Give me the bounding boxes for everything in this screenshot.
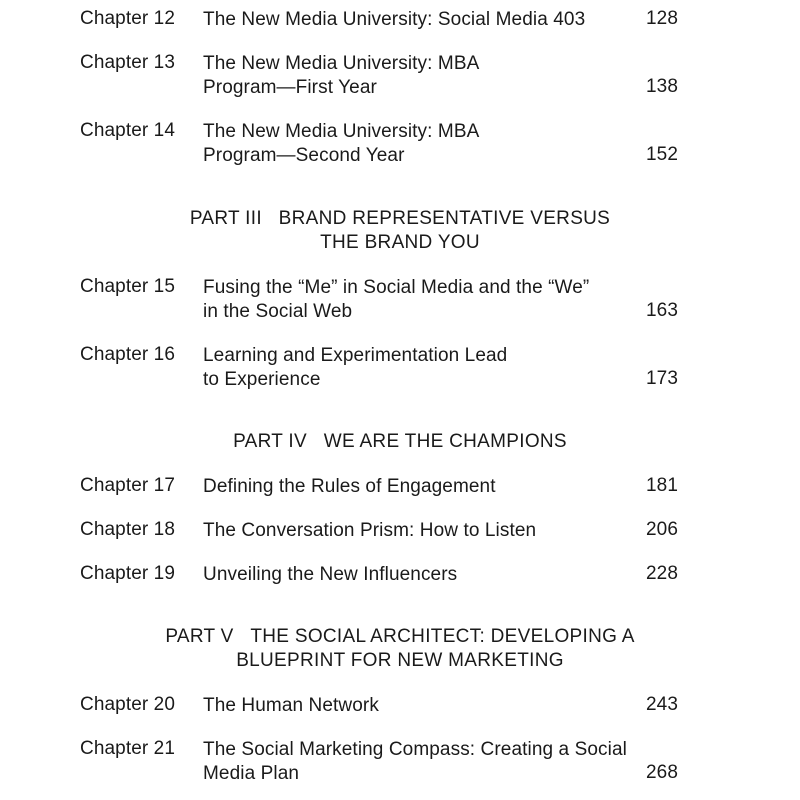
chapter-title-line: The Social Marketing Compass: Creating a Social <box>203 739 627 760</box>
chapter-title-line: in the Social Web <box>203 301 353 322</box>
chapter-title-line: The New Media University: MBA <box>203 121 480 142</box>
chapter-title <box>203 694 633 718</box>
chapter-title-line: Program—Second Year <box>203 145 405 166</box>
chapter-title-line: Learning and Experimentation Lead <box>203 345 508 366</box>
page-number: 152 <box>645 144 678 165</box>
chapter-title <box>203 475 633 499</box>
chapter-title <box>203 276 633 324</box>
part-heading-v <box>0 625 800 673</box>
chapter-label: Chapter 16 <box>80 344 176 365</box>
chapter-title-line: The New Media University: Social Media 403 <box>203 9 586 30</box>
chapter-title <box>203 344 633 392</box>
chapter-title <box>203 120 633 168</box>
page-number: 243 <box>645 694 678 715</box>
chapter-title <box>203 563 633 587</box>
part-heading-iii <box>0 207 800 255</box>
chapter-title-line: Fusing the “Me” in Social Media and the “We” <box>203 277 590 298</box>
part-heading-line: PART V THE SOCIAL ARCHITECT: DEVELOPING A <box>165 626 635 647</box>
chapter-label: Chapter 17 <box>80 475 176 496</box>
chapter-label: Chapter 14 <box>80 120 176 141</box>
part-heading-line: THE BRAND YOU <box>320 232 480 253</box>
page-number: 163 <box>645 300 678 321</box>
chapter-title-line: Program—First Year <box>203 77 377 98</box>
page-number: 228 <box>645 563 678 584</box>
chapter-title <box>203 738 633 786</box>
chapter-title-line: The Conversation Prism: How to Listen <box>203 520 537 541</box>
chapter-title-line: Media Plan <box>203 763 300 784</box>
chapter-label: Chapter 19 <box>80 563 176 584</box>
page-number: 181 <box>645 475 678 496</box>
chapter-label: Chapter 20 <box>80 694 176 715</box>
chapter-title-line: Unveiling the New Influencers <box>203 564 458 585</box>
chapter-title-line: The Human Network <box>203 695 379 716</box>
chapter-title <box>203 519 633 543</box>
page-number: 206 <box>645 519 678 540</box>
chapter-label: Chapter 18 <box>80 519 176 540</box>
page-number: 173 <box>645 368 678 389</box>
part-heading-line: PART III BRAND REPRESENTATIVE VERSUS <box>189 208 611 229</box>
page-number: 268 <box>645 762 678 783</box>
chapter-label: Chapter 21 <box>80 738 176 759</box>
chapter-title-line: to Experience <box>203 369 321 390</box>
chapter-label: Chapter 13 <box>80 52 176 73</box>
part-heading-line: PART IV WE ARE THE CHAMPIONS <box>233 431 567 452</box>
page-number: 138 <box>645 76 678 97</box>
chapter-title <box>203 52 633 100</box>
chapter-title-line: The New Media University: MBA <box>203 53 480 74</box>
chapter-label: Chapter 12 <box>80 8 176 29</box>
part-heading-line: BLUEPRINT FOR NEW MARKETING <box>236 650 564 671</box>
page-number: 128 <box>645 8 678 29</box>
chapter-label: Chapter 15 <box>80 276 176 297</box>
chapter-title-line: Defining the Rules of Engagement <box>203 476 496 497</box>
part-heading-iv <box>0 430 800 454</box>
chapter-title <box>203 8 633 32</box>
